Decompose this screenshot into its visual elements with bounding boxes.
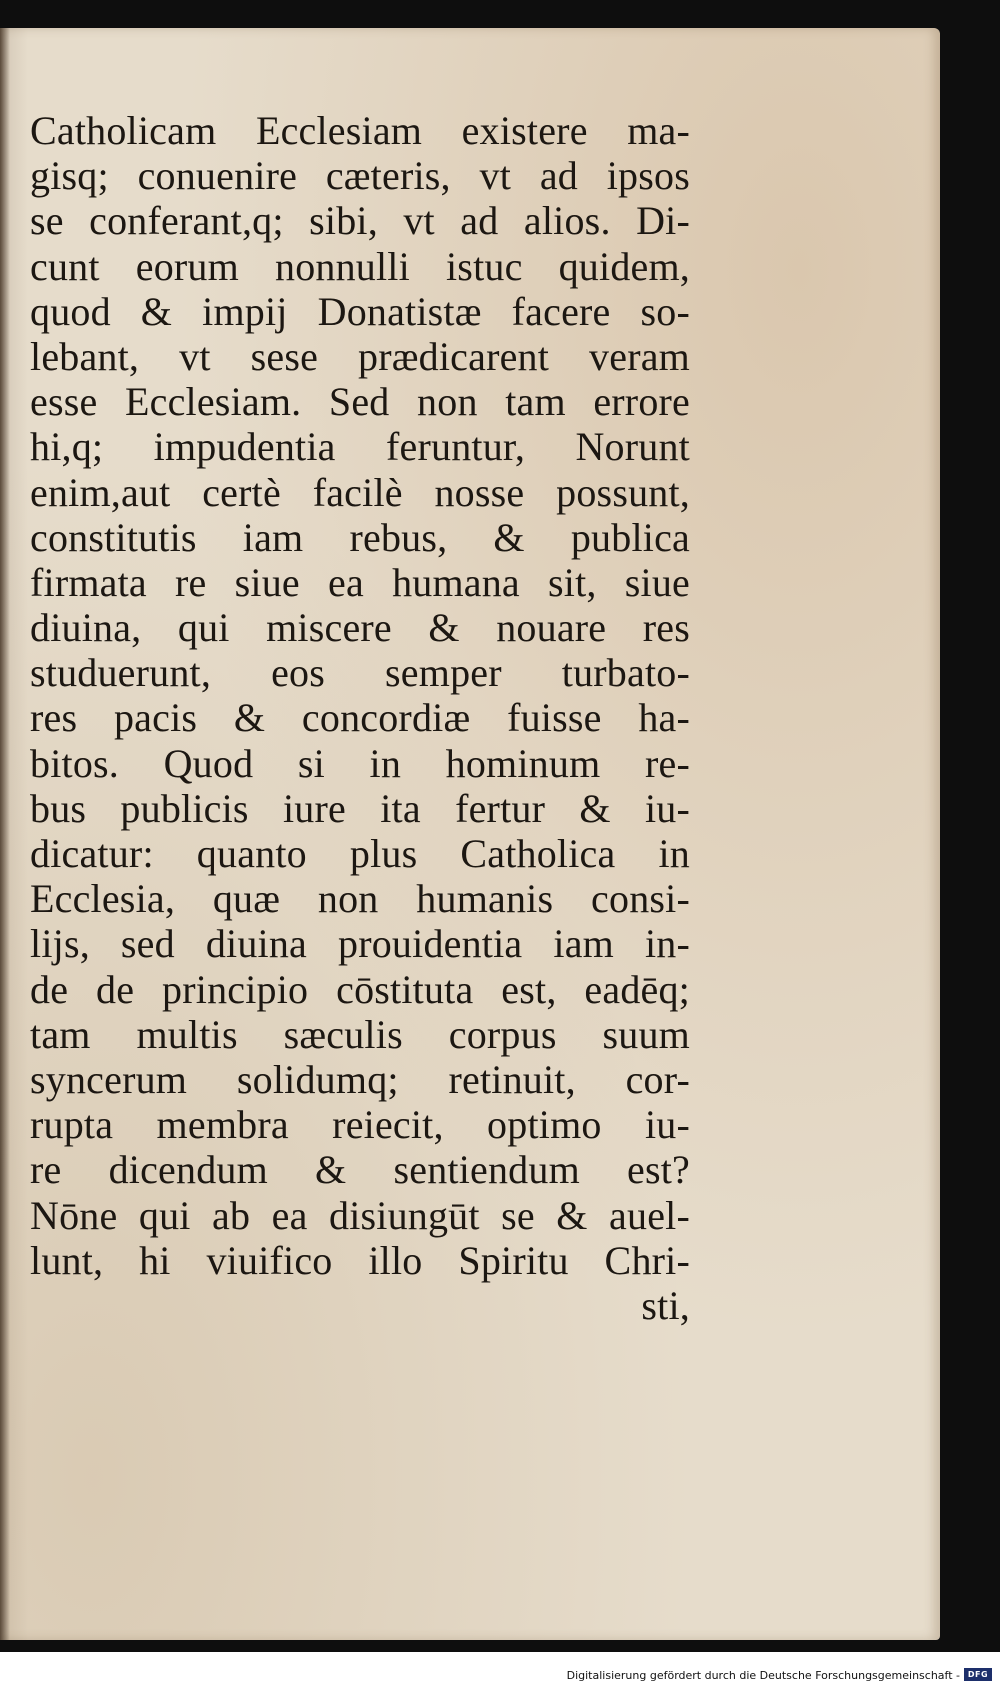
text-line: tam multis sæculis corpus suum xyxy=(30,1011,690,1057)
text-line: enim,aut certè facilè nosse possunt, xyxy=(30,469,690,515)
text-line: re dicendum & sentiendum est? xyxy=(30,1147,690,1193)
text-line: syncerum solidumq; retinuit, cor- xyxy=(30,1056,690,1102)
catchword: sti, xyxy=(641,1282,690,1328)
text-line: Nōne qui ab ea disiungūt se & auel- xyxy=(30,1192,690,1238)
text-line: bus publicis iure ita fertur & iu- xyxy=(30,785,690,831)
text-line: gisq; conuenire cæteris, vt ad ipsos xyxy=(30,153,690,199)
dfg-logo-icon: DFG xyxy=(964,1668,992,1681)
text-line: lunt, hi viuifico illo Spiritu Chri- xyxy=(30,1237,690,1283)
page-text-block xyxy=(30,108,690,1328)
text-line: constitutis iam rebus, & publica xyxy=(30,514,690,560)
text-line: de de principio cōstituta est, eadēq; xyxy=(30,966,690,1012)
text-line: bitos. Quod si in hominum re- xyxy=(30,740,690,786)
text-line: diuina, qui miscere & nouare res xyxy=(30,605,690,651)
text-line: quod & impij Donatistæ facere so- xyxy=(30,288,690,334)
funding-credit: Digitalisierung gefördert durch die Deutsche Forschungsgemeinschaft - xyxy=(566,1669,960,1682)
text-line: esse Ecclesiam. Sed non tam errore xyxy=(30,379,690,425)
text-line: cunt eorum nonnulli istuc quidem, xyxy=(30,243,690,289)
digitization-footer xyxy=(0,1652,1000,1687)
text-line: rupta membra reiecit, optimo iu- xyxy=(30,1102,690,1148)
text-line: res pacis & concordiæ fuisse ha- xyxy=(30,695,690,741)
text-line: hi,q; impudentia feruntur, Norunt xyxy=(30,424,690,470)
text-line: Catholicam Ecclesiam existere ma- xyxy=(30,108,690,153)
text-line: firmata re siue ea humana sit, siue xyxy=(30,559,690,605)
text-line: dicatur: quanto plus Catholica in xyxy=(30,831,690,876)
page-gutter-shadow xyxy=(0,28,10,1640)
text-line: Ecclesia, quæ non humanis consi- xyxy=(30,876,690,922)
text-line: se conferant,q; sibi, vt ad alios. Di- xyxy=(30,198,690,244)
text-line: studuerunt, eos semper turbato- xyxy=(30,650,690,696)
text-line: lebant, vt sese prædicarent veram xyxy=(30,333,690,379)
text-line: lijs, sed diuina prouidentia iam in- xyxy=(30,921,690,967)
